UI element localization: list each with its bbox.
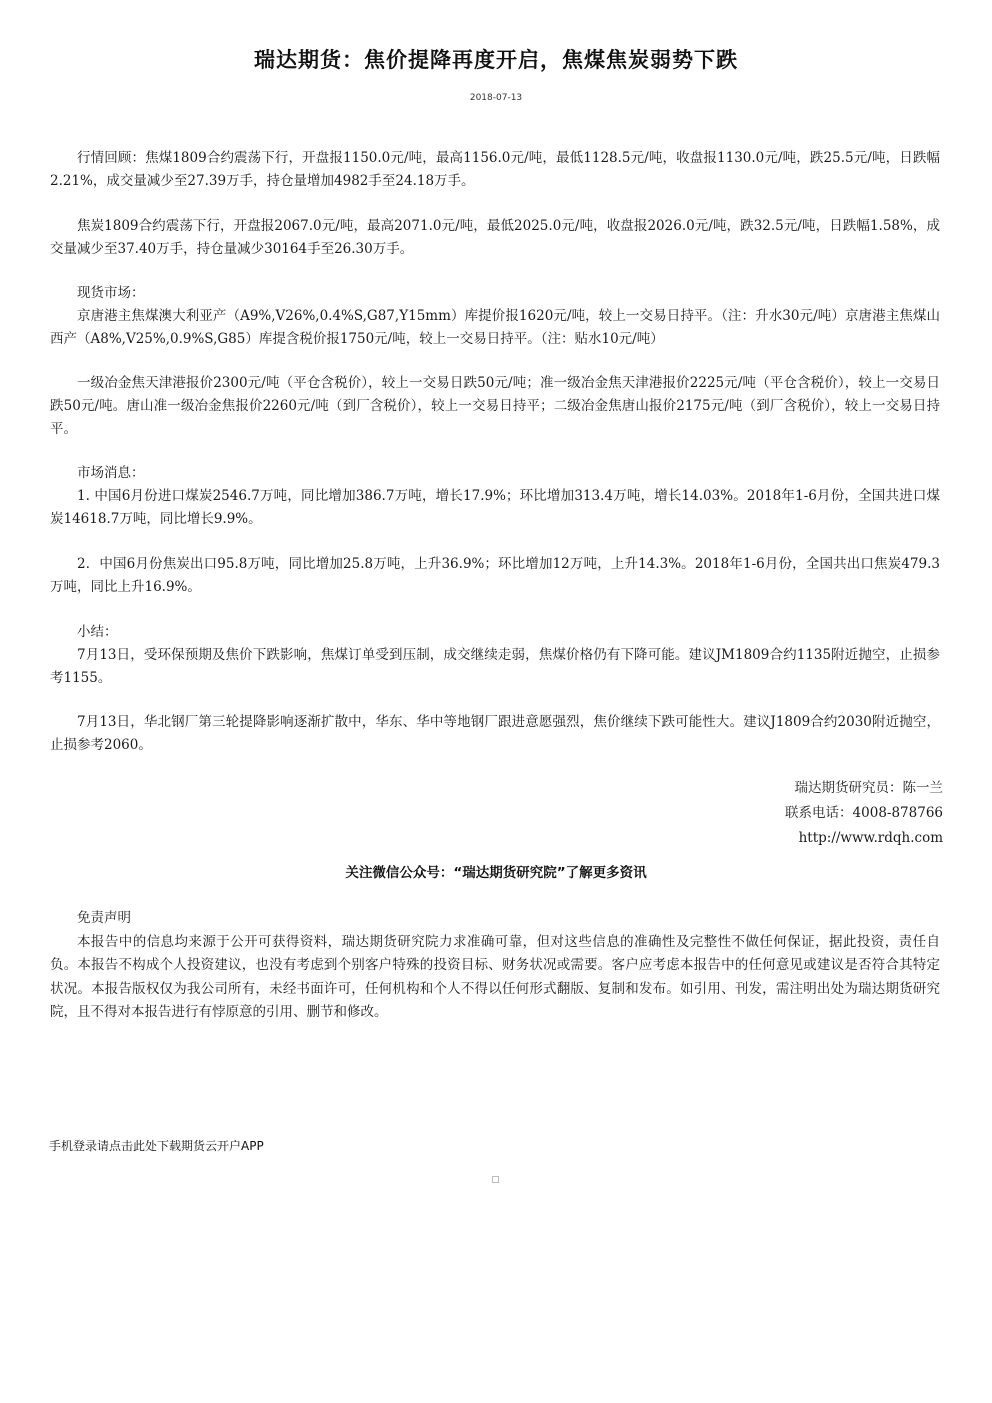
- disclaimer-section: [50, 907, 940, 1025]
- summary-coal-paragraph: 7月13日，受环保预期及焦价下跌影响，焦煤订单受到压制，成交继续走弱，焦煤价格仍有下降可能。建议JM1809合约1135附近抛空，止损参考1155。: [50, 647, 940, 686]
- report-date: 2018-07-13: [469, 93, 523, 103]
- market-review-section: [50, 147, 940, 193]
- report-title: 瑞达期货：焦价提降再度开启，焦煤焦炭弱势下跌: [254, 48, 738, 72]
- news-item-2: 2．中国6月份焦炭出口95.8万吨，同比增加25.8万吨，上升36.9%；环比增加12万吨，上升14.3%。2018年1-6月份，全国共出口焦炭479.3万吨，同比上升16.9%。: [50, 556, 940, 595]
- news-item-2-section: [50, 553, 940, 599]
- analyst-name: 瑞达期货研究员：陈一兰: [794, 780, 943, 796]
- summary-heading: 小结：: [77, 624, 118, 640]
- app-download-link[interactable]: 手机登录请点击此处下载期货云开户APP: [49, 1139, 264, 1153]
- market-news-heading-block: [50, 462, 940, 485]
- contact-phone: 联系电话：4008-878766: [785, 805, 943, 821]
- disclaimer-text: 本报告中的信息均来源于公开可获得资料，瑞达期货研究院力求准确可靠，但对这些信息的准确性及完整性不做任何保证，据此投资，责任自负。本报告不构成个人投资建议，也没有考虑到个别客户特殊的投资目标、财务状况或需要。客户应考虑本报告中的任何意见或建议是否符合其特定状况。本报告版权仅为我公司所有，未经书面许可，任何机构和个人不得以任何形式翻版、复制和发布。如引用、刊发，需注明出处为瑞达期货研究院，且不得对本报告进行有悖原意的引用、删节和修改。: [50, 933, 940, 1020]
- market-news-heading: 市场消息：: [77, 465, 145, 481]
- news-item-1-section: [50, 485, 940, 531]
- spot-coke-section: [50, 372, 940, 441]
- disclaimer-heading: 免责声明: [77, 910, 131, 926]
- page-marker: [492, 1176, 499, 1183]
- analyst-signature: [785, 776, 943, 851]
- spot-coke-paragraph: 一级冶金焦天津港报价2300元/吨（平仓含税价），较上一交易日跌50元/吨；准一级冶金焦天津港报价2225元/吨（平仓含税价），较上一交易日跌50元/吨。唐山准一级冶金焦报价2260元/吨（到厂含税价），较上一交易日持平；二级冶金焦唐山报价2175元/吨（到厂含税价），较上一交易日持平。: [50, 375, 940, 437]
- coking-coal-review-paragraph: 行情回顾：焦煤1809合约震荡下行，开盘报1150.0元/吨，最高1156.0元/吨，最低1128.5元/吨，收盘报1130.0元/吨，跌25.5元/吨，日跌幅2.21%，成交量减少至27.39万手，持仓量增加4982手至24.18万手。: [50, 150, 940, 189]
- summary-heading-block: [50, 621, 940, 644]
- summary-coke-paragraph: 7月13日，华北钢厂第三轮提降影响逐渐扩散中，华东、华中等地钢厂跟进意愿强烈，焦价继续下跌可能性大。建议J1809合约2030附近抛空，止损参考2060。: [50, 714, 940, 753]
- spot-market-heading-block: [50, 282, 940, 305]
- website-link[interactable]: http://www.rdqh.com: [798, 830, 943, 846]
- news-item-1: 1. 中国6月份进口煤炭2546.7万吨，同比增加386.7万吨，增长17.9%；环比增加313.4万吨，增长14.03%。2018年1-6月份，全国共进口煤炭14618.7万吨，同比增长9.9%。: [50, 488, 940, 527]
- spot-market-heading: 现货市场：: [77, 285, 145, 301]
- wechat-notice: 关注微信公众号：“瑞达期货研究院”了解更多资讯: [345, 865, 647, 881]
- coke-review-section: [50, 215, 940, 261]
- summary-coke-section: [50, 711, 940, 757]
- spot-coal-paragraph: 京唐港主焦煤澳大利亚产（A9%,V26%,0.4%S,G87,Y15mm）库提价报1620元/吨，较上一交易日持平。（注：升水30元/吨）京唐港主焦煤山西产（A8%,V25%,0.9%S,G85）库提含税价报1750元/吨，较上一交易日持平。（注：贴水10元/吨）: [50, 308, 940, 347]
- summary-coal-section: [50, 644, 940, 690]
- coke-review-paragraph: 焦炭1809合约震荡下行，开盘报2067.0元/吨，最高2071.0元/吨，最低2025.0元/吨，收盘报2026.0元/吨，跌32.5元/吨，日跌幅1.58%，成交量减少至37.40万手，持仓量减少30164手至26.30万手。: [50, 218, 940, 257]
- spot-coal-section: [50, 305, 940, 351]
